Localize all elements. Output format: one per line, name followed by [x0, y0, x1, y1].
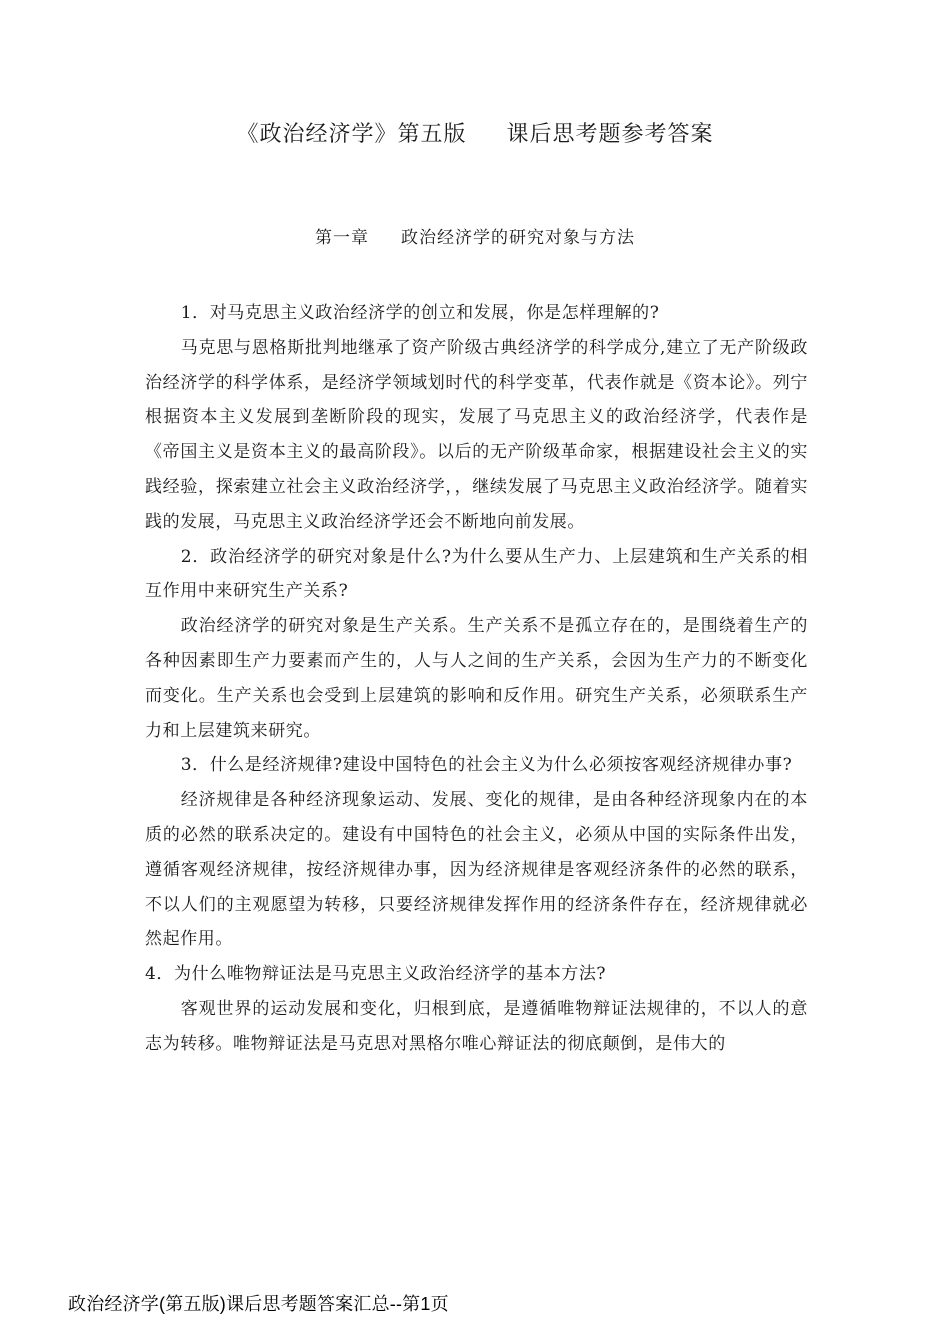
chapter-title: 第一章 政治经济学的研究对象与方法 — [314, 228, 636, 248]
answer-3: 经济规律是各种经济现象运动、发展、变化的规律，是由各种经济现象内在的本质的必然的联系决定的。建设有中国特色的社会主义，必须从中国的实际条件出发，遵循客观经济规律，按经济规律办事，因为经济规律是客观经济条件的必然的联系，不以人们的主观愿望为转移，只要经济规律发挥作用的经济条件存在，经济规律就必然起作用。 — [145, 790, 808, 950]
question-4: 4．为什么唯物辩证法是马克思主义政治经济学的基本方法? — [145, 964, 607, 985]
document-title: 《政治经济学》第五版 课后思考题参考答案 — [236, 122, 714, 147]
question-1: 1．对马克思主义政治经济学的创立和发展，你是怎样理解的? — [180, 303, 660, 323]
answer-2: 政治经济学的研究对象是生产关系。生产关系不是孤立存在的，是围绕着生产的各种因素即生产力要素而产生的，人与人之间的生产关系，会因为生产力的不断变化而变化。生产关系也会受到上层建筑的影响和反作用。研究生产关系，必须联系生产力和上层建筑来研究。 — [145, 616, 808, 741]
answer-1: 马克思与恩格斯批判地继承了资产阶级古典经济学的科学成分,建立了无产阶级政治经济学的科学体系，是经济学领域划时代的科学变革，代表作就是《资本论》。列宁根据资本主义发展到垄断阶段的现实，发展了马克思主义的政治经济学，代表作是《帝国主义是资本主义的最高阶段》。以后的无产阶级革命家，根据建设社会主义的实践经验，探索建立社会主义政治经济学，，继续发展了马克思主义政治经济学。随着实践的发展，马克思主义政治经济学还会不断地向前发展。 — [145, 337, 808, 532]
page-footer: 政治经济学(第五版)课后思考题答案汇总--第1页 — [68, 1294, 449, 1314]
document-body — [145, 296, 808, 1062]
question-3: 3．什么是经济规律?建设中国特色的社会主义为什么必须按客观经济规律办事? — [180, 755, 793, 776]
answer-4: 客观世界的运动发展和变化，归根到底，是遵循唯物辩证法规律的，不以人的意志为转移。唯物辩证法是马克思对黑格尔唯心辩证法的彻底颠倒，是伟大的 — [145, 998, 808, 1054]
question-2: 2．政治经济学的研究对象是什么?为什么要从生产力、上层建筑和生产关系的相互作用中来研究生产关系? — [145, 546, 808, 602]
